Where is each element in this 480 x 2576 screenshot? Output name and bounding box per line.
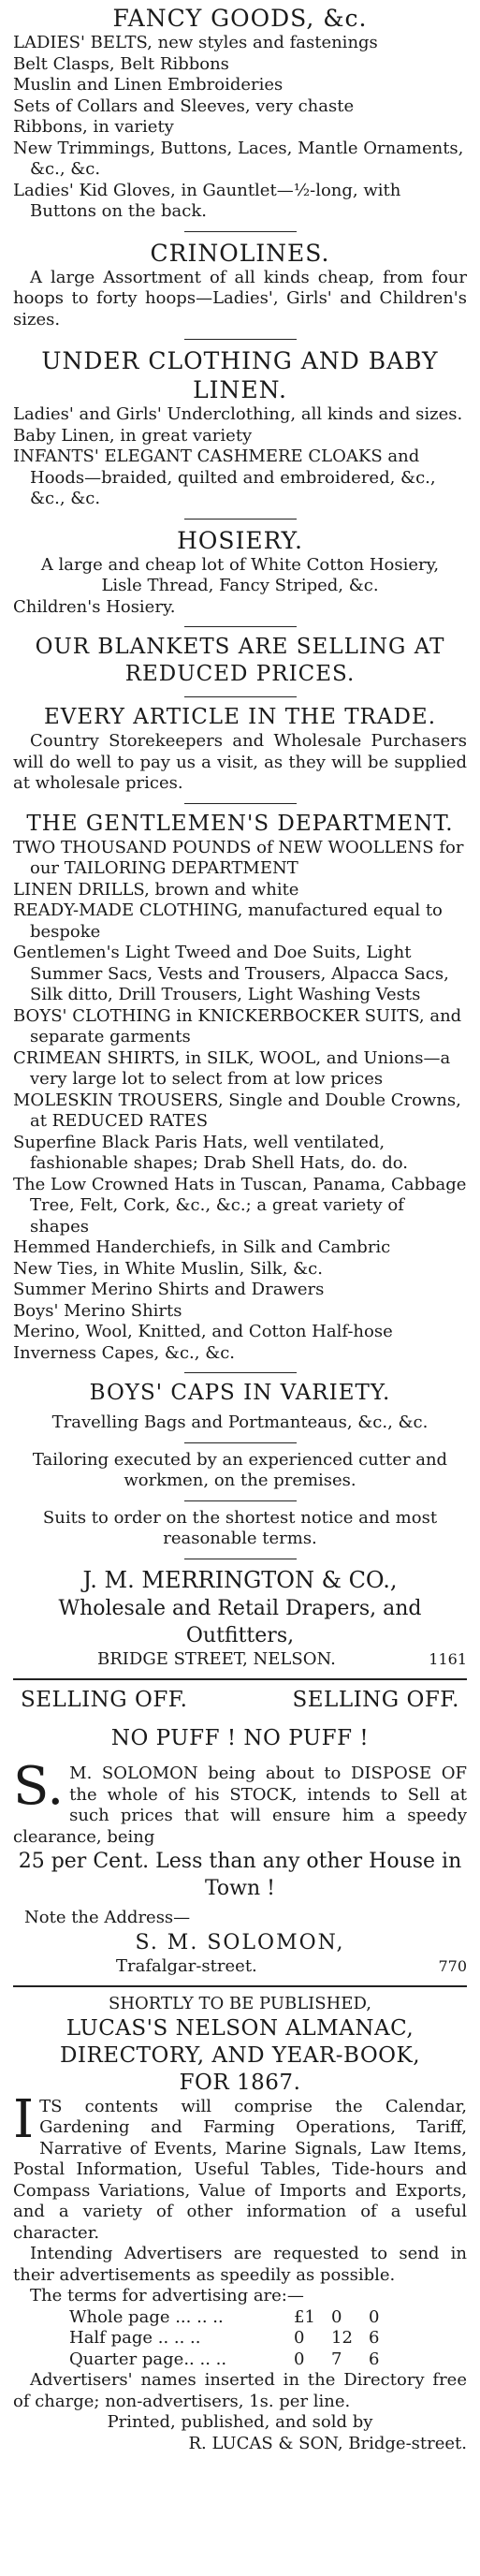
gentlemen-item: TWO THOUSAND POUNDS of NEW WOOLLENS for our TAILORING DEPARTMENT <box>13 837 464 878</box>
gentlemen-item: Gentlemen's Light Tweed and Doe Suits, Light Summer Sacs, Vests and Trousers, Alpacca Sacs, Silk ditto, Drill Trousers, Light Washing Vests <box>13 943 449 1004</box>
gentlemen-item: BOYS' CLOTHING in KNICKERBOCKER SUITS, and separate garments <box>13 1005 462 1046</box>
rate-pence: 0 <box>369 2306 380 2327</box>
selling-off-heading: SELLING OFF. <box>292 1688 459 1712</box>
lucas-body-text: TS contents will comprise the Calendar, Gardening and Farming Operations, Tariff, Narrative of Events, Marine Signals, Law Items, Postal Information, Useful Tables, Tide-hours and Compass Variations, Value of Imports and Exports, and a variety of other information of a useful character. <box>13 2096 467 2243</box>
gentlemen-item: Boys' Merino Shirts <box>13 1300 182 1321</box>
crinolines-heading: CRINOLINES. <box>150 239 330 267</box>
lucas-title-3: FOR 1867. <box>179 2070 301 2095</box>
solomon-percent: 25 per Cent. Less than any other House in Town ! <box>18 1850 462 1900</box>
under-clothing-item: Baby Linen, in great variety <box>13 425 253 446</box>
hosiery-line: A large and cheap lot of White Cotton Hosiery, <box>40 554 440 575</box>
merrington-address-row <box>13 1649 467 1671</box>
under-clothing-heading: UNDER CLOTHING AND BABY LINEN. <box>41 347 439 403</box>
rates-row <box>13 2349 467 2371</box>
solomon-address-row <box>13 1956 467 1978</box>
every-article-heading: EVERY ARTICLE IN THE TRADE. <box>43 705 437 729</box>
gentlemen-item: Summer Merino Shirts and Drawers <box>13 1280 325 1299</box>
solomon-dropcap: S. <box>13 1756 65 1817</box>
rate-shillings: 0 <box>331 2306 342 2327</box>
solomon-note: Note the Address— <box>24 1908 191 1927</box>
under-clothing-item: INFANTS' ELEGANT CASHMERE CLOAKS and Hoods—braided, quilted and embroidered, &c., &c., &c. <box>13 446 436 508</box>
hosiery-heading: HOSIERY. <box>177 526 303 554</box>
merrington-number: 1161 <box>429 1649 467 1668</box>
fancy-goods-item: Belt Clasps, Belt Ribbons <box>13 53 229 74</box>
solomon-body <box>13 1756 467 1848</box>
divider <box>184 231 297 232</box>
fancy-goods-item: Ribbons, in variety <box>13 117 174 137</box>
selling-off-heading: SELLING OFF. <box>21 1688 188 1712</box>
fancy-goods-item: Sets of Collars and Sleeves, very chaste <box>13 95 355 116</box>
lucas-printed: Printed, published, and sold by <box>107 2412 373 2432</box>
divider <box>184 1442 297 1443</box>
lucas-title-1: LUCAS'S NELSON ALMANAC, <box>65 2015 415 2041</box>
solomon-number: 770 <box>438 1956 467 1975</box>
gentlemen-item: Merino, Wool, Knitted, and Cotton Half-hose <box>13 1322 393 1341</box>
selling-off-row <box>13 1687 467 1714</box>
divider <box>13 1678 467 1680</box>
gentlemen-item: New Ties, in White Muslin, Silk, &c. <box>13 1258 323 1279</box>
merrington-name: J. M. MERRINGTON & CO., <box>82 1566 398 1593</box>
fancy-goods-heading: FANCY GOODS, &c. <box>112 5 368 32</box>
lucas-title-2: DIRECTORY, AND YEAR-BOOK, <box>59 2042 421 2068</box>
solomon-body-text: M. SOLOMON being about to DISPOSE OF the whole of his STOCK, intends to Sell at such prices that will ensure him a speedy clearance, being <box>13 1764 467 1847</box>
rate-pence: 6 <box>369 2328 380 2348</box>
fancy-goods-item: New Trimmings, Buttons, Laces, Mantle Ornaments, &c., &c. <box>13 138 464 179</box>
lucas-dropcap: I <box>13 2088 35 2150</box>
gentlemen-heading: THE GENTLEMEN'S DEPARTMENT. <box>26 811 454 836</box>
divider <box>184 339 297 340</box>
divider <box>184 626 297 627</box>
divider <box>13 1985 467 1987</box>
rate-pounds: 0 <box>294 2328 305 2348</box>
solomon-name: S. M. SOLOMON, <box>135 1930 345 1954</box>
divider <box>184 519 297 520</box>
rate-pence: 6 <box>369 2349 380 2369</box>
rate-label: Half page .. .. .. <box>69 2328 201 2348</box>
divider <box>184 1372 297 1373</box>
rates-row <box>13 2307 467 2329</box>
rate-shillings: 7 <box>331 2349 342 2369</box>
travelling-bags-text: Travelling Bags and Portmanteaus, &c., &c. <box>51 1412 429 1432</box>
fancy-goods-item: LADIES' BELTS, new styles and fastenings <box>13 33 378 52</box>
rate-label: Quarter page.. .. .. <box>69 2349 227 2369</box>
rate-pounds: 0 <box>294 2349 305 2369</box>
suits-text: Suits to order on the shortest notice and most reasonable terms. <box>42 1507 438 1548</box>
tailoring-text: Tailoring executed by an experienced cutter and workmen, on the premises. <box>32 1449 448 1490</box>
every-article-text: Country Storekeepers and Wholesale Purchasers will do well to pay us a visit, as they will be supplied at wholesale prices. <box>13 731 467 793</box>
gentlemen-item: Hemmed Handerchiefs, in Silk and Cambric <box>13 1237 391 1257</box>
rate-label: Whole page ... .. .. <box>69 2306 224 2327</box>
gentlemen-item: Superfine Black Paris Hats, well ventilated, fashionable shapes; Drab Shell Hats, do. do. <box>13 1132 408 1173</box>
boys-caps-heading: BOYS' CAPS IN VARIETY. <box>89 1381 391 1405</box>
hosiery-line: Children's Hosiery. <box>13 596 176 617</box>
lucas-body <box>13 2088 467 2245</box>
gentlemen-item: MOLESKIN TROUSERS, Single and Double Crowns, at REDUCED RATES <box>13 1090 461 1131</box>
gentlemen-item: LINEN DRILLS, brown and white <box>13 879 299 900</box>
merrington-line: Wholesale and Retail Drapers, and Outfitters, <box>58 1596 422 1647</box>
hosiery-line: Lisle Thread, Fancy Striped, &c. <box>101 576 379 595</box>
divider <box>184 1500 297 1501</box>
rates-row <box>13 2328 467 2349</box>
fancy-goods-item: Muslin and Linen Embroideries <box>13 75 284 95</box>
lucas-shortly: SHORTLY TO BE PUBLISHED, <box>109 1994 371 2013</box>
divider <box>184 696 297 697</box>
lucas-terms-heading: The terms for advertising are:— <box>30 2286 304 2305</box>
gentlemen-item: The Low Crowned Hats in Tuscan, Panama, Cabbage Tree, Felt, Cork, &c., &c.; a great variety of shapes <box>13 1174 467 1237</box>
lucas-advertisers: Intending Advertisers are requested to send in their advertisements as speedily as possible. <box>13 2244 467 2285</box>
fancy-goods-item: Ladies' Kid Gloves, in Gauntlet—½-long, with Buttons on the back. <box>13 180 401 221</box>
crinolines-text: A large Assortment of all kinds cheap, from four hoops to forty hoops—Ladies', Girls' and Children's sizes. <box>13 267 467 329</box>
blankets-heading: OUR BLANKETS ARE SELLING AT REDUCED PRICES. <box>35 635 445 686</box>
lucas-free: Advertisers' names inserted in the Directory free of charge; non-advertisers, 1s. per line. <box>13 2370 467 2411</box>
gentlemen-item: CRIMEAN SHIRTS, in SILK, WOOL, and Unions—a very large lot to select from at low prices <box>13 1047 451 1089</box>
rate-pounds: £1 <box>294 2306 315 2327</box>
lucas-publisher: R. LUCAS & SON, Bridge-street. <box>188 2433 467 2453</box>
solomon-street: Trafalgar-street. <box>116 1955 257 1976</box>
gentlemen-item: Inverness Capes, &c., &c. <box>13 1342 236 1363</box>
rate-shillings: 12 <box>331 2328 353 2348</box>
gentlemen-item: READY-MADE CLOTHING, manufactured equal to bespoke <box>13 900 443 942</box>
under-clothing-item: Ladies' and Girls' Underclothing, all kinds and sizes. <box>13 404 463 424</box>
divider <box>184 803 297 804</box>
merrington-address: BRIDGE STREET, NELSON. <box>97 1648 336 1669</box>
no-puff-heading: NO PUFF ! NO PUFF ! <box>110 1726 370 1750</box>
